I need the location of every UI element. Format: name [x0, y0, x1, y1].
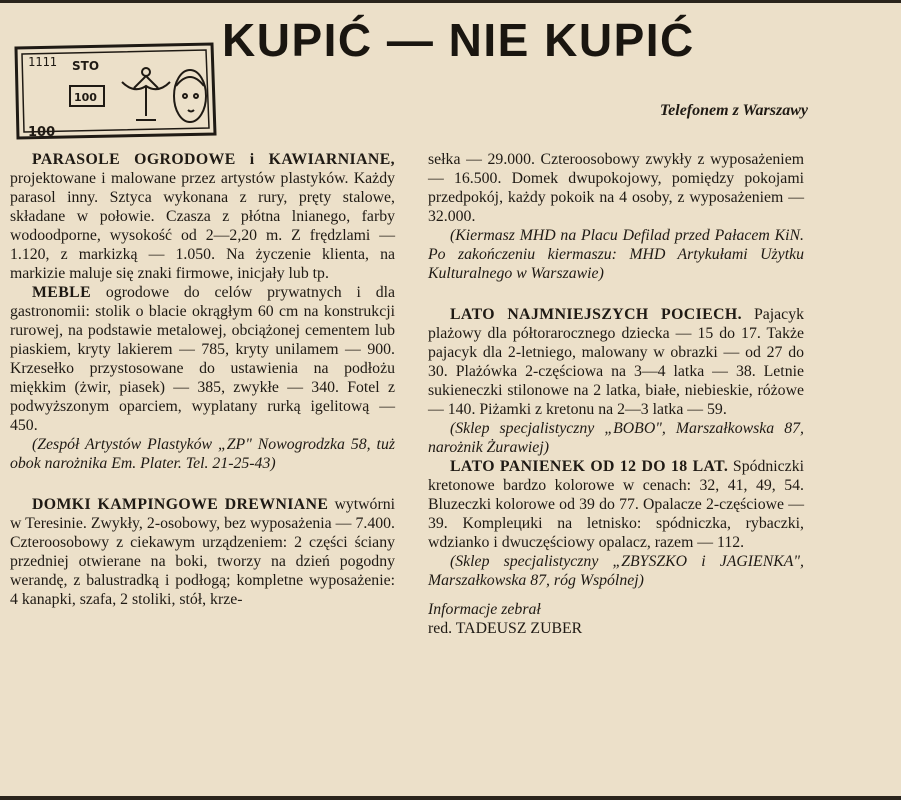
source-panienki: (Sklep specjalistyczny „ZBYSZKO i JAGIENKA", Marszałkowska 87, róg Wspólnej): [428, 553, 804, 589]
source-domki: (Kiermasz MHD na Placu Defilad przed Pałacem KiN. Po zakończeniu kiermaszu: MHD Artykułami Użytku Kulturalnego w Warszawie): [428, 227, 804, 282]
banknote-illustration: [12, 38, 218, 142]
article-domki: [10, 495, 395, 609]
heading-panienki: LATO PANIENEK OD 12 DO 18 LAT.: [450, 458, 729, 475]
dateline: Telefonem z Warszawy: [659, 102, 808, 119]
spacer: [428, 283, 804, 305]
article-pociechy: [428, 305, 804, 419]
portrait-icon: [174, 70, 206, 122]
body-meble: ogrodowe do celów prywatnych i dla gastronomii: stolik o blacie okrągłym 60 cm na konstrukcji rurowej, na podstawie metalowej, obciążonej cementem lub piaskiem, kryty lakierem — 785, kryty unilamem — 900. Krzesełko przystosowane do ustawienia na podłożu miękkim (żwir, piasek) — 385, zwykłe — 340. Fotel z podwyższonym oparciem, wyplatany rurką igelitową — 450.: [10, 284, 396, 434]
article-panienki: [428, 457, 804, 552]
heading-meble: MEBLE: [32, 284, 92, 301]
spacer: [10, 473, 395, 495]
source-pociechy: (Sklep specjalistyczny „BOBO", Marszałkowska 87, narożnik Żurawiej): [428, 420, 804, 456]
body-panienki: Spódniczki kretonowe bardzo kolorowe w cenach: 32, 41, 49, 54. Bluzeczki kolorowe od 39 do 77. Opalacze 2-częściowe — 39. Komplециki na letnisko: spódniczka, rybaczki, wdzianko i dwuczęściowy opalacz, razem — 112.: [428, 458, 804, 551]
article-meble: [10, 283, 395, 435]
bottom-rule: [0, 796, 901, 800]
eagle-icon: [122, 68, 170, 120]
right-column: [428, 150, 804, 638]
heading-pociechy: LATO NAJMNIEJSZYCH POCIECH.: [450, 306, 742, 323]
doodle-number-top: 1111: [28, 55, 57, 69]
page-title: KUPIĆ — NIE KUPIĆ: [222, 14, 695, 66]
body-pociechy: Pajacyk plażowy dla półtorarocznego dziecka — 15 do 17. Także pajacyk dla 2-letniego, malowany w obrazki — od 27 do 30. Plażówka 2-częściowa na 3—4 latka — 38. Letnie sukieneczki stilonowe na 2 latka, białe, niebieskie, różowe — 140. Piżamki z kretonu na 2—3 latka — 59.: [428, 306, 804, 418]
body-domki: wytwórni w Teresinie. Zwykły, 2-osobowy, bez wyposażenia — 7.400. Czteroosobowy z ciekawym urządzeniem: 2 części ściany przedniej otwierane na boki, tworzy na dzień pogodny werandę, z balustradką i podłogą; kompletne wyposażenie: 4 kanapki, szafa, 2 stoliki, stół, krze-: [10, 496, 395, 608]
doodle-number-bottom: 100: [28, 125, 56, 140]
body-parasole: projektowane i malowane przez artystów plastyków. Każdy parasol inny. Sztyca wykonana z rury, pręty stalowe, składane w połowie. Czasza z płótna lnianego, farby wodoodporne, wysokość od 2—2,20 m. Z frędzlami — 1.120, z markizką — 1.050. Na życzenie klienta, na markizie maluje się znaki firmowe, inicjały lub tp.: [10, 170, 395, 282]
top-rule: [0, 0, 901, 3]
source-meble: (Zespół Artystów Plastyków „ZP" Nowogrodzka 58, tuż obok narożnika Em. Plater. Tel. 21-25-43): [10, 436, 395, 472]
heading-parasole: PARASOLE OGRODOWE i KAWIARNIANE,: [32, 151, 395, 168]
left-column: [10, 150, 395, 609]
article-parasole: [10, 150, 395, 283]
heading-domki: DOMKI KAMPINGOWE DREWNIANE: [32, 496, 329, 513]
signature: [428, 600, 804, 638]
doodle-inner-number: 100: [74, 91, 97, 104]
doodle-sto-label: STO: [72, 59, 100, 73]
spacer: [428, 590, 804, 600]
signature-line-2: red. TADEUSZ ZUBER: [428, 620, 583, 637]
body-domki-continued: sełka — 29.000. Czteroosobowy zwykły z wyposażeniem — 16.500. Domek dwupokojowy, pomiędzy pokojami przedpokój, każdy pokoik na 4 osoby, z wyposażeniem — 32.000.: [428, 151, 804, 225]
signature-line-1: Informacje zebrał: [428, 601, 541, 618]
